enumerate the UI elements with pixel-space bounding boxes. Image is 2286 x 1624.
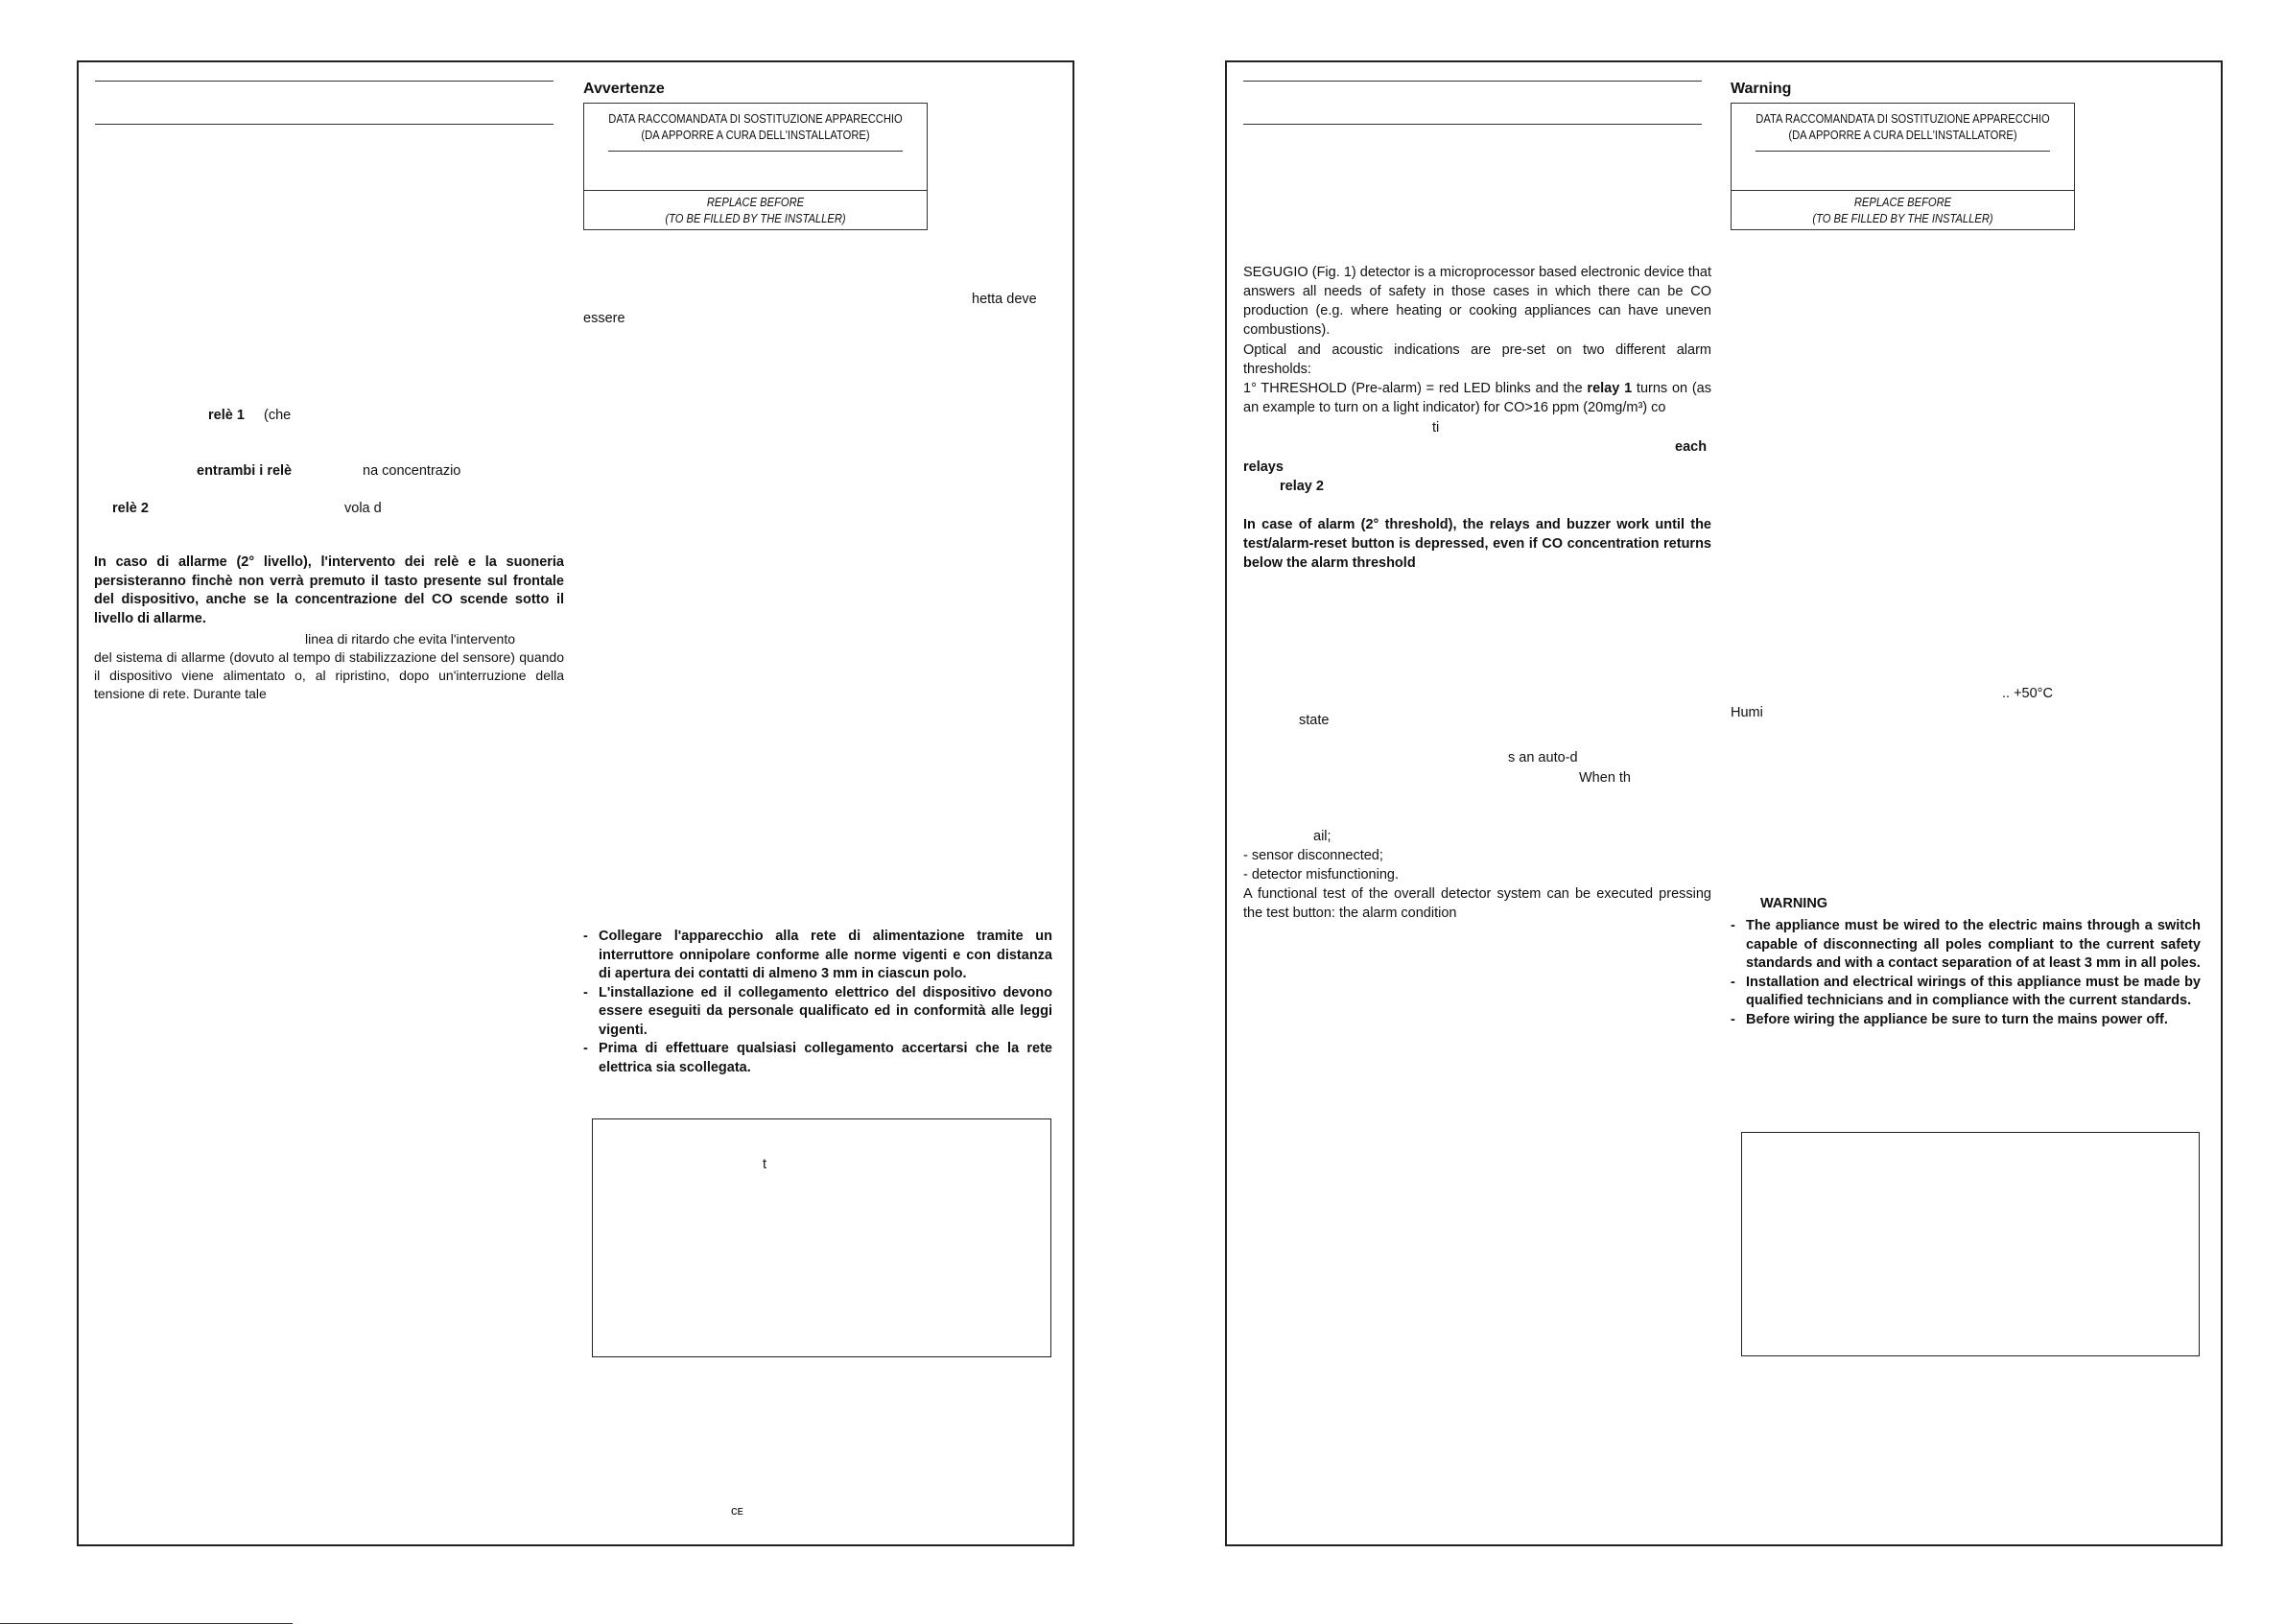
right-fragment-state: state [1299, 713, 1330, 728]
left-fragment-che: (che [264, 408, 292, 423]
left-fragment-vola: vola d [344, 501, 382, 516]
right-functional-paragraph: A functional test of the overall detector system can be executed pressing the test button: the alarm condition [1243, 886, 1711, 921]
left-warning-list [583, 928, 1052, 1077]
right-warning-item: - Installation and electrical wirings of this appliance must be made by qualified technicians and in compliance with the current standards. [1731, 974, 2201, 1011]
left-fragment-rele1: relè 1 [208, 408, 245, 423]
left-alarm-paragraph: In caso di allarme (2° livello), l'intervento dei relè e la suoneria persisteranno finchè non verrà premuto il tasto presente sul frontale del dispositivo, anche se la concentrazione del CO scende sotto il livello di allarme. [94, 554, 564, 626]
stamp-line-2: (DA APPORRE A CURA DELL'INSTALLATORE) [641, 128, 870, 142]
right-detector-line: - detector misfunctioning. [1243, 867, 1399, 883]
left-top-rule-1 [95, 81, 554, 82]
left-figure-box [592, 1118, 1051, 1357]
right-fragment-auto: s an auto-d [1508, 750, 1578, 765]
stamp-line-3: REPLACE BEFORE [1853, 195, 1952, 209]
right-warning-item: - The appliance must be wired to the electric mains through a switch capable of disconnecting all poles compliant to the current safety standards and with a contact separation of at least 3 mm in all poles. [1731, 917, 2201, 974]
right-warning-title: WARNING [1760, 896, 1828, 911]
stamp-line-3: REPLACE BEFORE [706, 195, 805, 209]
left-delay-paragraph: del sistema di allarme (dovuto al tempo di stabilizzazione del sensore) quando il dispositivo viene alimentato o, al ripristino, dopo un'interruzione della tensione di rete. Durante tale [94, 649, 564, 701]
ce-mark: ᴄᴇ [731, 1503, 743, 1518]
right-fragment-each: each [1675, 439, 1708, 455]
stamp-date-field [1732, 152, 2074, 191]
right-fragment-ail: ail; [1313, 829, 1332, 844]
right-sensor-line: - sensor disconnected; [1243, 848, 1383, 863]
right-optical-paragraph: Optical and acoustic indications are pre-set on two different alarm thresholds: [1243, 342, 1711, 377]
right-warning-item: - Before wiring the appliance be sure to turn the mains power off. [1731, 1011, 2201, 1030]
stamp-line-2: (DA APPORRE A CURA DELL'INSTALLATORE) [1788, 128, 2017, 142]
left-figure-label: t [763, 1157, 767, 1172]
right-alarm-paragraph: In case of alarm (2° threshold), the relays and buzzer work until the test/alarm-reset button is depressed, even if CO concentration returns below the alarm threshold [1243, 517, 1711, 571]
right-fragment-relays: relays [1243, 459, 1284, 475]
left-fragment-concentrazio: na concentrazio [363, 463, 461, 479]
stamp-line-4: (TO BE FILLED BY THE INSTALLER) [1812, 211, 1993, 225]
right-heading: Warning [1731, 81, 1792, 97]
right-threshold-paragraph: 1° THRESHOLD (Pre-alarm) = red LED blinks and the relay 1 turns on (as an example to turn on a light indicator) for CO>16 ppm (20mg/m³) co [1243, 381, 1711, 415]
right-intro-paragraph: SEGUGIO (Fig. 1) detector is a microprocessor based electronic device that answers all needs of safety in those cases in which there can be CO production (e.g. where heating or cooking appliances can have uneven combustions). [1243, 265, 1711, 338]
stamp-line-1: DATA RACCOMANDATA DI SOSTITUZIONE APPARECCHIO [608, 111, 903, 126]
left-warning-item: - L'installazione ed il collegamento elettrico del dispositivo devono essere eseguiti da personale qualificato ed in conformità alle leggi vigenti. [583, 984, 1052, 1041]
left-warning-item: - Collegare l'apparecchio alla rete di alimentazione tramite un interruttore onnipolare conforme alle norme vigenti e con distanza di apertura dei contatti di almeno 3 mm in ciascun polo. [583, 928, 1052, 984]
right-figure-box [1741, 1132, 2200, 1356]
relay-1-label: relay 1 [1587, 381, 1633, 396]
left-fragment-essere: essere [583, 311, 625, 326]
right-fragment-ti: ti [1432, 420, 1440, 435]
right-fragment-temp: .. +50°C [2002, 686, 2053, 701]
left-heading: Avvertenze [583, 81, 665, 97]
left-fragment-entrambi: entrambi i relè [197, 463, 293, 479]
right-replacement-date-stamp [1731, 103, 2075, 230]
stamp-line-1: DATA RACCOMANDATA DI SOSTITUZIONE APPARECCHIO [1756, 111, 2050, 126]
left-replacement-date-stamp [583, 103, 928, 230]
right-fragment-when: When th [1579, 770, 1631, 786]
stamp-line-4: (TO BE FILLED BY THE INSTALLER) [665, 211, 846, 225]
left-warning-item: - Prima di effettuare qualsiasi collegamento accertarsi che la rete elettrica sia scollegata. [583, 1040, 1052, 1077]
right-top-rule-2 [1243, 124, 1702, 125]
left-fragment-rele2: relè 2 [112, 501, 149, 516]
stamp-date-field [584, 152, 927, 191]
right-warning-list [1731, 917, 2201, 1029]
right-top-rule-1 [1243, 81, 1702, 82]
right-fragment-relay2: relay 2 [1280, 479, 1324, 494]
right-fragment-humi: Humi [1731, 705, 1763, 720]
left-top-rule-2 [95, 124, 554, 125]
left-fragment-hetta: hetta deve [972, 292, 1037, 307]
left-delay-line-1: linea di ritardo che evita l'intervento [305, 631, 516, 647]
